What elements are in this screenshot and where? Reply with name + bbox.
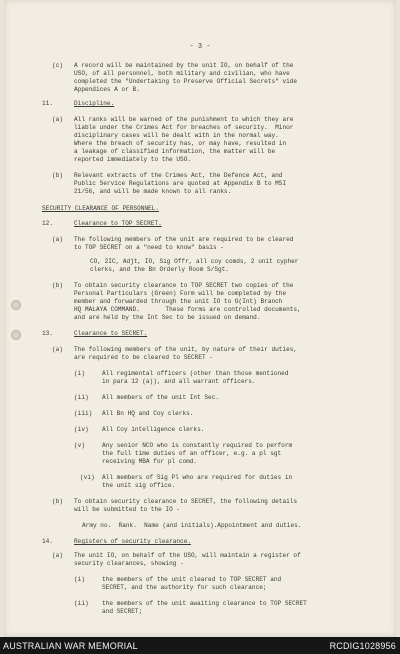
text-line: All members of the unit Int Sec. <box>102 394 220 401</box>
para-label: (b) <box>52 498 63 505</box>
para-label: (b) <box>52 282 63 289</box>
archive-footer <box>0 637 400 654</box>
item-label: (v) <box>74 442 85 449</box>
section-number: 13. <box>42 330 53 337</box>
text-line: All members of Sig Pl who are required for duties in <box>102 474 293 481</box>
text-line: the full time duties of an officer, e.g. a pl sgt <box>102 450 282 457</box>
para-label: (a) <box>52 116 63 123</box>
footer-record-id: RCDIG1028956 <box>329 641 396 651</box>
text-line: Public Service Regulations are quoted at Appendix B to MSI <box>74 180 287 187</box>
text-line: Personal Particulars (Green) Form will be completed by the <box>74 290 287 297</box>
text-line: security clearances, showing - <box>74 560 184 567</box>
item-label: (ii) <box>74 600 89 607</box>
text-line: reported immediately to the USO. <box>74 156 192 163</box>
text-line: All regimental officers (other than those mentioned <box>102 370 289 377</box>
para-label: (c) <box>52 62 63 69</box>
text-line: and are held by the Int Sec to be issued on demand. <box>74 314 261 321</box>
text-line: in para 12 (a)), and all warrant officers. <box>102 378 256 385</box>
section-number: 14. <box>42 538 53 545</box>
section-heading: Discipline. <box>74 100 115 107</box>
item-label: (iv) <box>74 426 89 433</box>
text-line: The following members of the unit are required to be cleared <box>74 236 294 243</box>
text-line: Appendices A or B. <box>74 86 140 93</box>
section-number: 12. <box>42 220 53 227</box>
text-line: Relevant extracts of the Crimes Act, the Defence Act, and <box>74 172 283 179</box>
text-line: Army no. Rank. Name (and initials).Appointment and duties. <box>82 522 302 529</box>
text-line: All ranks will be warned of the punishment to which they are <box>74 116 294 123</box>
text-line: HQ MALAYA COMMAND. These forms are controlled documents, <box>74 306 301 313</box>
text-line: the members of the unit cleared to TOP SECRET and <box>102 576 282 583</box>
text-line: USO, of all personnel, both military and civilian, who have <box>74 70 290 77</box>
text-line: the unit sig office. <box>102 482 176 489</box>
text-line: member and forwarded through the unit IO to G(Int) Branch <box>74 298 283 305</box>
text-line: SECRET, and the authority for such clearance; <box>102 584 267 591</box>
para-label: (a) <box>52 552 63 559</box>
item-label: (i) <box>74 370 85 377</box>
text-line: All Bn HQ and Coy clerks. <box>102 410 194 417</box>
text-line: The unit IO, on behalf of the USO, will maintain a register of <box>74 552 301 559</box>
text-line: All Coy intelligence clerks. <box>102 426 205 433</box>
para-label: (b) <box>52 172 63 179</box>
section-number: 11. <box>42 100 53 107</box>
text-line: the members of the unit awaiting clearance to TOP SECRET <box>102 600 307 607</box>
section-heading: Registers of security clearance. <box>74 538 192 545</box>
item-label: (ii) <box>74 394 89 401</box>
text-line: a leakage of classified information, the matter will be <box>74 148 276 155</box>
text-line: A record will be maintained by the unit IO, on behalf of the <box>74 62 294 69</box>
para-label: (a) <box>52 346 63 353</box>
text-line: CO, 2IC, Adjt, IO, Sig Offr, all coy comds, 2 unit cypher <box>90 258 299 265</box>
text-line: completed the "Undertaking to Preserve Official Secrets" vide <box>74 78 298 85</box>
text-line: to TOP SECRET on a "need to know" basis - <box>74 244 224 251</box>
text-line: 21/56, and will be made known to all ranks. <box>74 188 232 195</box>
text-line: To obtain security clearance to TOP SECRET two copies of the <box>74 282 294 289</box>
text-line: will be submitted to the IO - <box>74 506 181 513</box>
text-line: Where the breach of security has, or may have, resulted in <box>74 140 287 147</box>
text-line: liable under the Crimes Act for breaches of security. Minor <box>74 124 294 131</box>
text-line: To obtain security clearance to SECRET, the following details <box>74 498 298 505</box>
text-line: The following members of the unit, by nature of their duties, <box>74 346 298 353</box>
text-line: Any senior NCO who is constantly required to perform <box>102 442 293 449</box>
major-heading: SECURITY CLEARANCE OF PERSONNEL. <box>42 205 160 212</box>
footer-archive-name: AUSTRALIAN WAR MEMORIAL <box>3 641 138 651</box>
item-label: (vi) <box>80 474 95 481</box>
text-line: disciplinary cases will be dealt with in the normal way. <box>74 132 279 139</box>
text-line: receiving MBA for pl comd. <box>102 458 198 465</box>
section-heading: Clearance to TOP SECRET. <box>74 220 162 227</box>
section-heading: Clearance to SECRET. <box>74 330 148 337</box>
text-line: clerks, and the Bn Orderly Room S/Sgt. <box>90 266 229 273</box>
item-label: (iii) <box>74 410 93 417</box>
para-label: (a) <box>52 236 63 243</box>
item-label: (i) <box>74 576 85 583</box>
page-number: - 3 - <box>189 43 211 51</box>
text-line: and SECRET; <box>102 608 143 615</box>
text-line: are required to be cleared to SECRET - <box>74 354 213 361</box>
